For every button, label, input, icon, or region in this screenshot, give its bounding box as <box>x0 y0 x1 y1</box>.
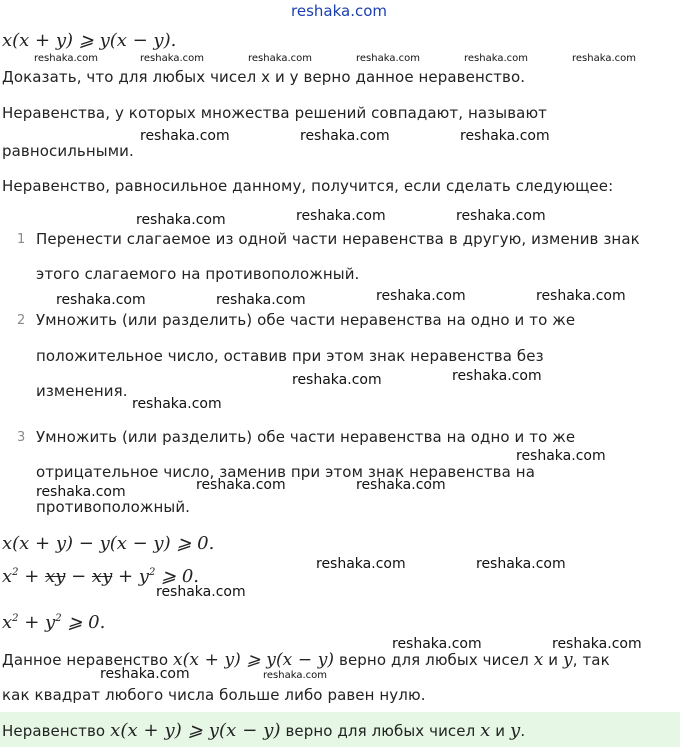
equation-1: x(x + y) − y(x − y) ⩾ 0. <box>2 533 215 554</box>
watermark: reshaka.com <box>300 128 390 144</box>
step-3-line-2: отрицательное число, заменив при этом знак неравенства на <box>36 463 535 481</box>
conclusion-line-2: как квадрат любого числа больше либо равен нулю. <box>2 686 426 704</box>
watermark: reshaka.com <box>552 636 642 652</box>
step-3-line-1: Умножить (или разделить) обе части неравенства на одно и то же <box>36 428 576 446</box>
watermark: reshaka.com <box>132 396 222 412</box>
intro-text: Неравенство, равносильное данному, получится, если сделать следующее: <box>2 177 614 195</box>
step-2-line-3: изменения. <box>36 382 128 400</box>
watermark: reshaka.com <box>296 208 386 224</box>
watermark: reshaka.com <box>34 53 98 64</box>
conclusion-line-1: Данное неравенство x(x + y) ⩾ y(x − y) верно для любых чисел x и y, так <box>2 650 610 670</box>
watermark: reshaka.com <box>156 584 246 600</box>
watermark: reshaka.com <box>100 666 190 682</box>
equation-3: $x^2 + y^2$ ⩾ 0. <box>2 612 106 633</box>
watermark: reshaka.com <box>460 128 550 144</box>
step-number: 2 <box>17 313 26 328</box>
definition-line-2: равносильными. <box>2 142 134 160</box>
cancelled-term: xy <box>91 566 113 587</box>
watermark: reshaka.com <box>476 556 566 572</box>
watermark: reshaka.com <box>536 288 626 304</box>
task-text: Доказать, что для любых чисел x и y верно данное неравенство. <box>2 68 526 86</box>
step-2-line-1: Умножить (или разделить) обе части неравенства на одно и то же <box>36 311 576 329</box>
watermark: reshaka.com <box>356 53 420 64</box>
watermark: reshaka.com <box>196 477 286 493</box>
watermark: reshaka.com <box>456 208 546 224</box>
equation-2: $x^2$ + xy − xy + $y^2$ ⩾ 0. <box>2 566 200 587</box>
watermark: reshaka.com <box>392 636 482 652</box>
step-1-line-2: этого слагаемого на противоположный. <box>36 265 360 283</box>
step-number: 3 <box>17 430 26 445</box>
watermark: reshaka.com <box>248 53 312 64</box>
watermark: reshaka.com <box>452 368 542 384</box>
watermark: reshaka.com <box>56 292 146 308</box>
watermark: reshaka.com <box>376 288 466 304</box>
problem-statement: x(x + y) ⩾ y(x − y). <box>2 30 177 51</box>
watermark: reshaka.com <box>572 53 636 64</box>
watermark: reshaka.com <box>356 477 446 493</box>
step-1-line-1: Перенести слагаемое из одной части неравенства в другую, изменив знак <box>36 230 640 248</box>
watermark: reshaka.com <box>316 556 406 572</box>
final-answer: Неравенство x(x + y) ⩾ y(x − y) верно для любых чисел x и y. <box>2 720 526 741</box>
watermark: reshaka.com <box>140 53 204 64</box>
watermark: reshaka.com <box>292 372 382 388</box>
step-3-line-3: противоположный. <box>36 498 191 516</box>
site-watermark-top: reshaka.com <box>291 2 387 20</box>
watermark: reshaka.com <box>136 212 226 228</box>
watermark: reshaka.com <box>263 670 327 681</box>
watermark: reshaka.com <box>216 292 306 308</box>
step-number: 1 <box>17 232 26 247</box>
watermark: reshaka.com <box>516 448 606 464</box>
cancelled-term: xy <box>45 566 66 587</box>
watermark: reshaka.com <box>140 128 230 144</box>
step-2-line-2: положительное число, оставив при этом знак неравенства без <box>36 347 544 365</box>
definition-line-1: Неравенства, у которых множества решений совпадают, называют <box>2 104 548 122</box>
watermark: reshaka.com <box>464 53 528 64</box>
watermark: reshaka.com <box>36 484 126 500</box>
